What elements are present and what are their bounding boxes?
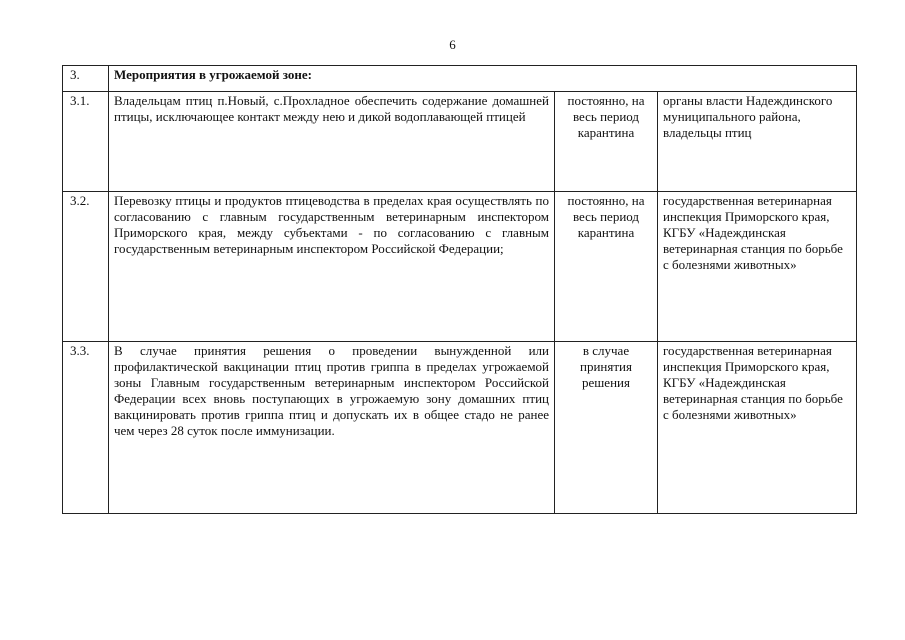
section-header-row — [63, 66, 857, 92]
measure-responsible: государственная ветеринарная инспекция Приморского края, КГБУ «Надеждинская ветеринарная станция по борьбе с болезнями животных» — [658, 192, 857, 342]
page-number: 6 — [449, 37, 456, 52]
measures-table — [62, 65, 857, 514]
row-number: 3.2. — [63, 192, 109, 342]
table-row — [63, 92, 857, 192]
measure-responsible: органы власти Надеждинского муниципального района, владельцы птиц — [658, 92, 857, 192]
table-row — [63, 342, 857, 514]
measure-text: В случае принятия решения о проведении вынужденной или профилактической вакцинации птиц против гриппа в пределах угрожаемой зоны Главным государственным ветеринарным инспектором Российской Федерации всех вновь поступающих в угрожаемую зону домашних птиц вакцинировать против гриппа птиц и допускать их в общее стадо не ранее чем через 28 суток после иммунизации. — [109, 342, 555, 514]
measure-term: в случае принятия решения — [555, 342, 658, 514]
row-number: 3.3. — [63, 342, 109, 514]
table-row — [63, 192, 857, 342]
measure-term: постоянно, на весь период карантина — [555, 92, 658, 192]
section-number: 3. — [63, 66, 109, 92]
row-number: 3.1. — [63, 92, 109, 192]
measure-term: постоянно, на весь период карантина — [555, 192, 658, 342]
section-title: Мероприятия в угрожаемой зоне: — [109, 66, 857, 92]
measure-text: Владельцам птиц п.Новый, с.Прохладное обеспечить содержание домашней птицы, исключающее контакт между нею и дикой водоплавающей птицей — [109, 92, 555, 192]
measure-text: Перевозку птицы и продуктов птицеводства в пределах края осуществлять по согласованию с главным государственным ветеринарным инспектором Приморского края, между субъектами - по согласованию с главным государственным ветеринарным инспектором Российской Федерации; — [109, 192, 555, 342]
measure-responsible: государственная ветеринарная инспекция Приморского края, КГБУ «Надеждинская ветеринарная станция по борьбе с болезнями животных» — [658, 342, 857, 514]
